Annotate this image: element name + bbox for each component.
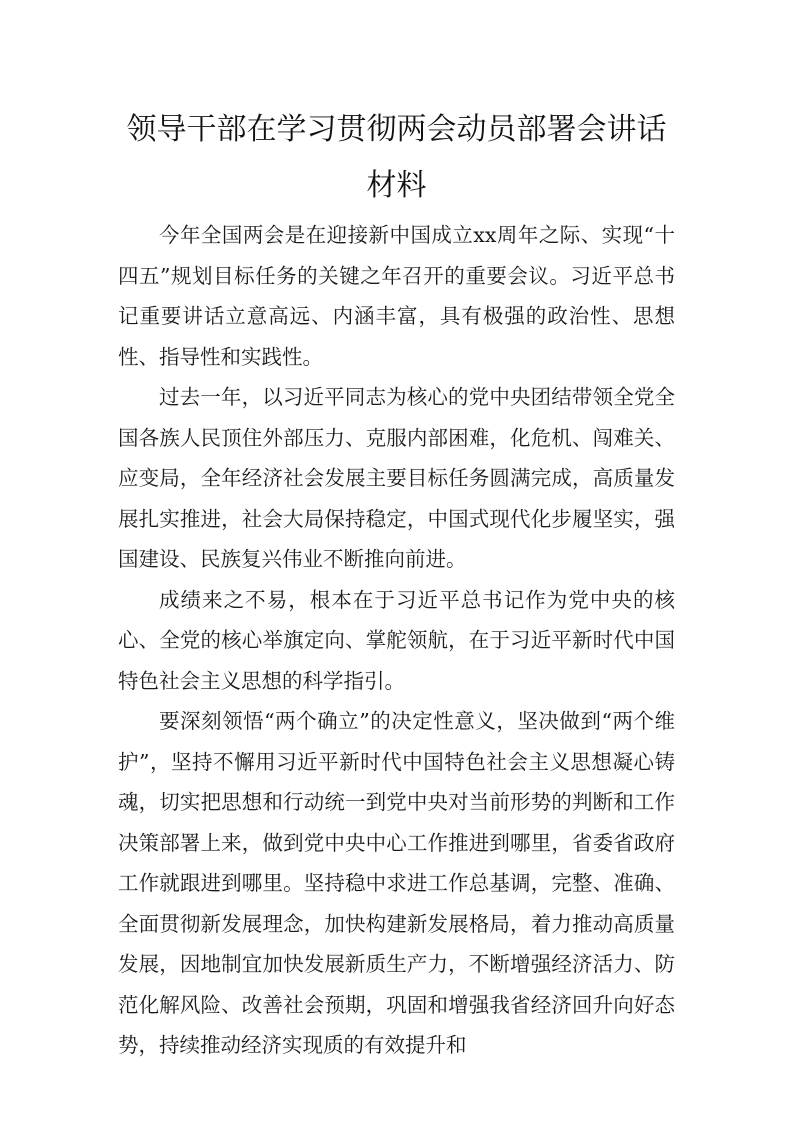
document-title-line-2: 材料 <box>366 168 427 203</box>
document-body <box>118 215 675 1066</box>
document-title-line-1: 领导干部在学习贯彻两会动员部署会讲话 <box>126 112 667 147</box>
paragraph-4: 要深刻领悟“两个确立”的决定性意义，坚决做到“两个维护”，坚持不懈用习近平新时代中国特色社会主义思想凝心铸魂，切实把思想和行动统一到党中央对当前形势的判断和工作决策部署上来，做到党中央中心工作推进到哪里，省委省政府工作就跟进到哪里。坚持稳中求进工作总基调，完整、准确、全面贯彻新发展理念，加快构建新发展格局，着力推动高质量发展，因地制宜加快发展新质生产力，不断增强经济活力、防范化解风险、改善社会预期，巩固和增强我省经济回升向好态势，持续推动经济实现质的有效提升和 <box>118 709 675 1057</box>
paragraph-1: 今年全国两会是在迎接新中国成立xx周年之际、实现“十四五”规划目标任务的关键之年召开的重要会议。习近平总书记重要讲话立意高远、内涵丰富，具有极强的政治性、思想性、指导性和实践性。 <box>118 223 675 369</box>
paragraph-3: 成绩来之不易，根本在于习近平总书记作为党中央的核心、全党的核心举旗定向、掌舵领航，在于习近平新时代中国特色社会主义思想的科学指引。 <box>118 587 675 693</box>
paragraph-2: 过去一年，以习近平同志为核心的党中央团结带领全党全国各族人民顶住外部压力、克服内部困难，化危机、闯难关、应变局，全年经济社会发展主要目标任务圆满完成，高质量发展扎实推进，社会大局保持稳定，中国式现代化步履坚实，强国建设、民族复兴伟业不断推向前进。 <box>118 385 675 571</box>
